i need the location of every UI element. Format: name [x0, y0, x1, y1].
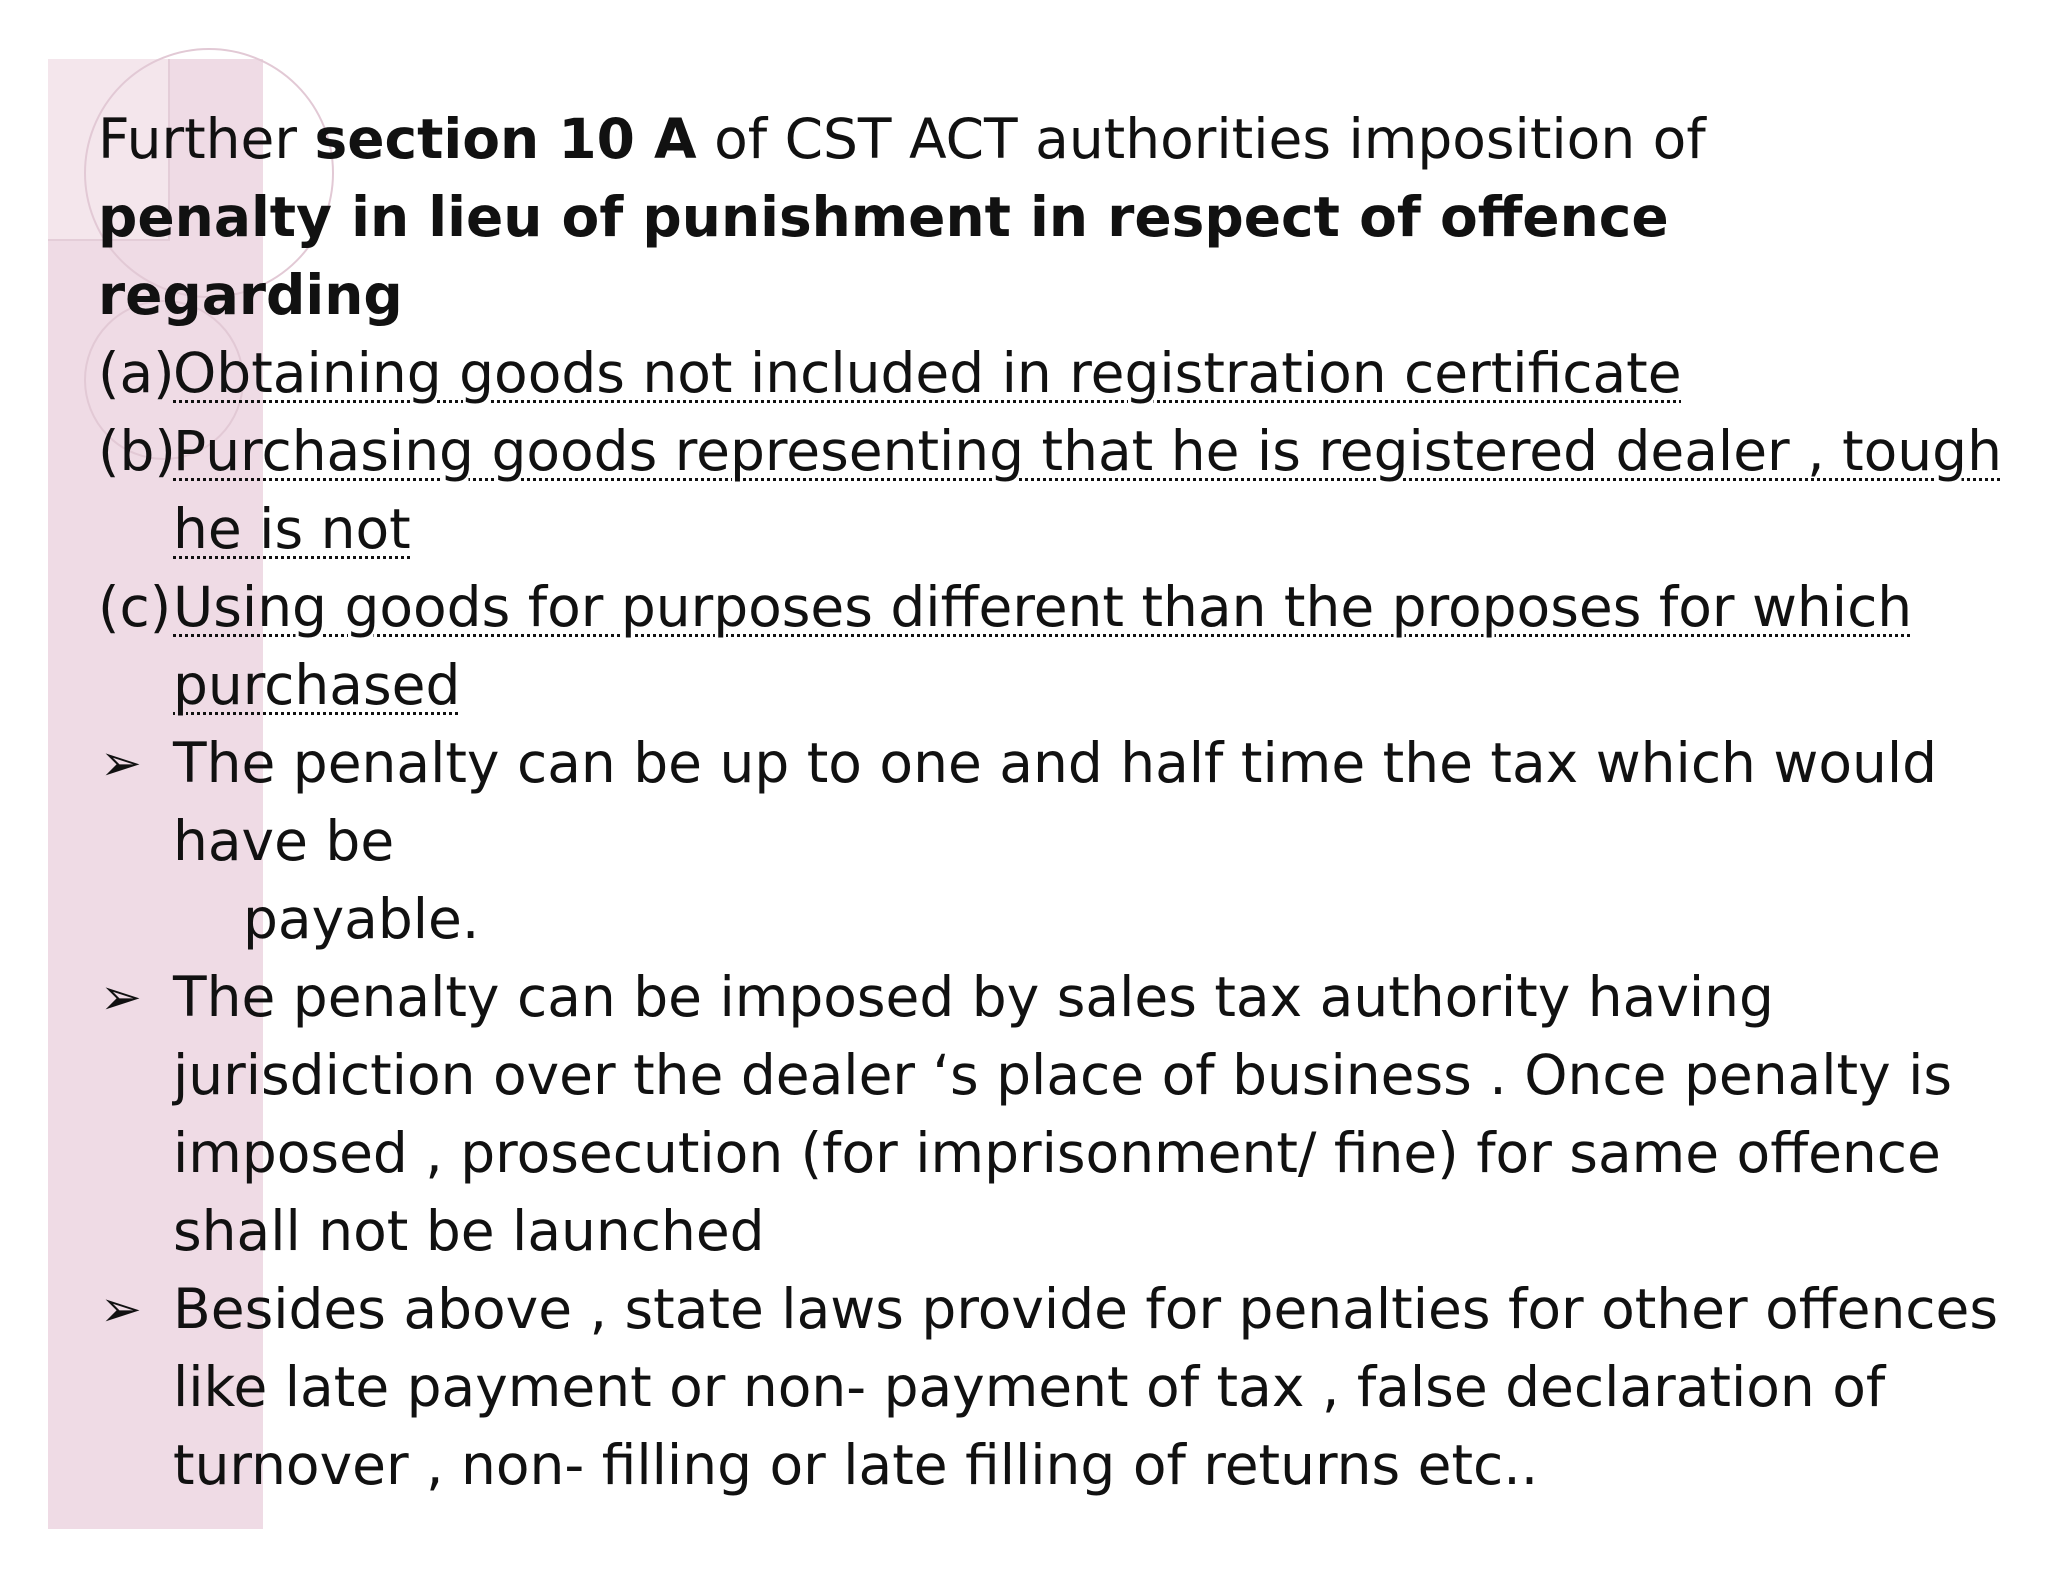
item-text: Obtaining goods not included in registration certificate	[173, 341, 1682, 405]
arrow-bullet-icon: ➢	[100, 968, 142, 1026]
bullet-text: like late payment or non- payment of tax , false declaration of	[173, 1355, 1886, 1419]
intro-suffix: of CST ACT authorities imposition of	[696, 107, 1706, 171]
offence-item-a	[98, 334, 1938, 412]
bullet-text: The penalty can be up to one and half time the tax which would	[173, 731, 1938, 795]
item-text: he is not	[173, 497, 411, 561]
item-text: Using goods for purposes different than the proposes for which	[173, 575, 1913, 639]
bullet-text: jurisdiction over the dealer ‘s place of business . Once penalty is	[173, 1043, 1953, 1107]
item-text: purchased	[173, 653, 461, 717]
offence-item-c	[98, 568, 1938, 724]
bullet-text: payable.	[243, 887, 480, 951]
item-text: Purchasing goods representing that he is registered dealer , tough	[173, 419, 2002, 483]
intro-prefix: Further	[98, 107, 315, 171]
arrow-bullet-icon: ➢	[100, 1280, 142, 1338]
bullet-penalty-authority	[98, 958, 1953, 1270]
bullet-penalty-amount	[98, 724, 1938, 958]
bullet-text: imposed , prosecution (for imprisonment/ fine) for same offence	[173, 1121, 1941, 1185]
offence-item-b	[98, 412, 2002, 568]
intro-paragraph	[98, 100, 1938, 334]
arrow-bullet-icon: ➢	[100, 734, 142, 792]
bullet-state-laws	[98, 1270, 1999, 1504]
bullet-text: have be	[173, 809, 395, 873]
item-marker: (c)	[98, 575, 172, 639]
item-marker: (a)	[98, 341, 175, 405]
intro-line-2: penalty in lieu of punishment in respect of offence	[98, 185, 1669, 249]
item-marker: (b)	[98, 419, 176, 483]
bullet-text: turnover , non- filling or late filling of returns etc..	[173, 1433, 1539, 1497]
section-reference: section 10 A	[314, 107, 697, 171]
intro-line-3: regarding	[98, 263, 403, 327]
slide-content	[98, 100, 2002, 1504]
bullet-text: shall not be launched	[173, 1199, 765, 1263]
bullet-text: Besides above , state laws provide for penalties for other offences	[173, 1277, 1999, 1341]
intro-line-1	[98, 100, 1938, 178]
bullet-text: The penalty can be imposed by sales tax authority having	[173, 965, 1774, 1029]
